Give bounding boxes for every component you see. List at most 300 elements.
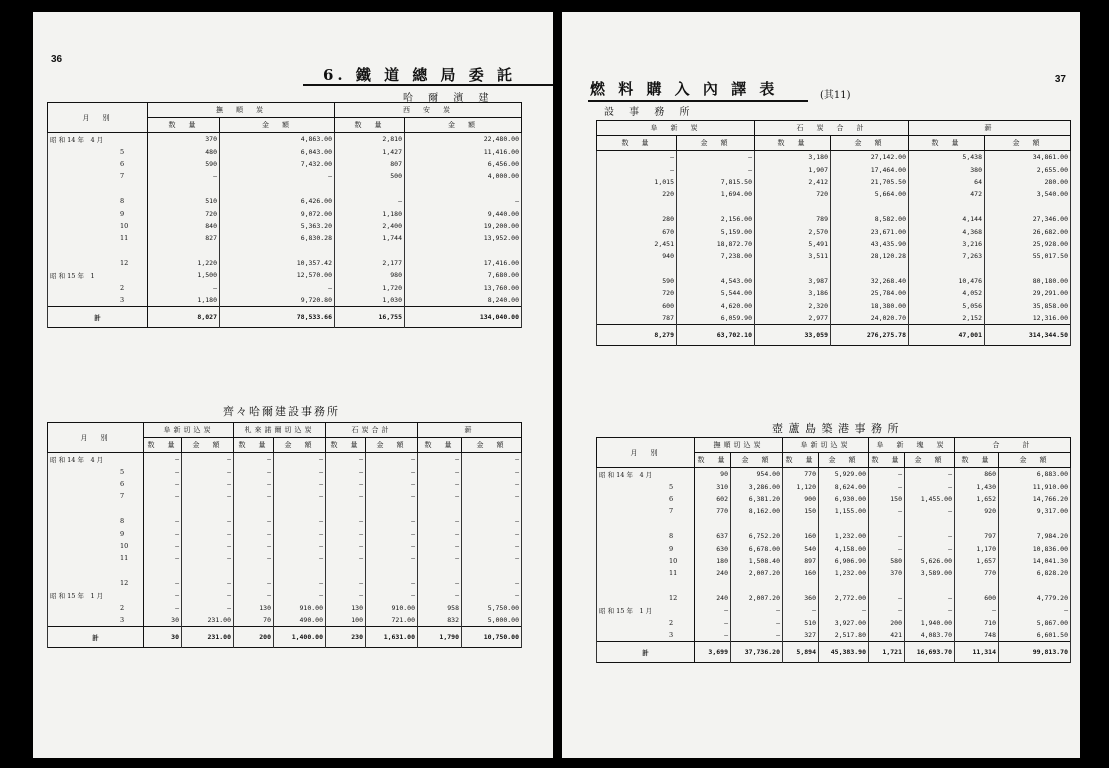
table-cell: 18,872.70 — [677, 238, 755, 250]
fuel-table-construction-office — [596, 120, 1071, 346]
table-cell — [999, 518, 1071, 530]
table-cell: — — [869, 542, 905, 554]
table-cell: — — [148, 282, 220, 294]
subheading-right: 設 事 務 所 — [604, 107, 696, 118]
table-cell: — — [869, 604, 905, 616]
table-cell — [731, 518, 783, 530]
row-label: 10 — [48, 540, 144, 552]
table-cell: 12,316.00 — [985, 312, 1071, 325]
table-cell: — — [366, 577, 418, 589]
header-firewood: 薪 — [909, 121, 1071, 136]
header-amount: 金 額 — [905, 453, 955, 468]
row-label: 12 — [597, 592, 695, 604]
table-cell — [366, 503, 418, 515]
total-cell: 30 — [144, 627, 182, 648]
table-cell: 3,511 — [755, 250, 831, 262]
header-quantity: 数 量 — [234, 438, 274, 453]
row-label — [48, 503, 144, 515]
section-title-qiqihar: 齊々哈爾建設事務所 — [223, 405, 340, 418]
table-cell: 4,863.00 — [220, 133, 335, 146]
table-cell: 748 — [955, 629, 999, 642]
table-row — [48, 577, 522, 589]
table-cell: 602 — [695, 493, 731, 505]
table-cell: — — [905, 505, 955, 517]
table-cell: — — [905, 480, 955, 492]
table-row — [597, 480, 1071, 492]
table-cell — [274, 503, 326, 515]
table-row — [597, 188, 1071, 200]
table-cell: — — [695, 629, 731, 642]
header-fushun-cut-coal: 撫順切込炭 — [695, 438, 783, 453]
table-cell: — — [462, 515, 522, 527]
table-cell: — — [274, 540, 326, 552]
table-cell: 17,416.00 — [405, 257, 522, 269]
table-cell: — — [366, 552, 418, 564]
table-cell: 6,828.20 — [999, 567, 1071, 579]
table-cell: — — [462, 490, 522, 502]
table-row — [597, 580, 1071, 592]
table-cell: 12,570.00 — [220, 269, 335, 281]
table-row — [48, 170, 522, 182]
total-cell: 10,750.00 — [462, 627, 522, 648]
total-row — [48, 307, 522, 328]
fuel-table-harbin — [47, 102, 522, 328]
table-cell: 789 — [755, 213, 831, 225]
table-cell: — — [326, 478, 366, 490]
row-label: 3 — [597, 629, 695, 642]
table-cell: 720 — [597, 287, 677, 299]
table-cell — [755, 263, 831, 275]
table-cell: 160 — [783, 567, 819, 579]
table-cell: 590 — [597, 275, 677, 287]
table-cell — [220, 245, 335, 257]
table-cell: 5,664.00 — [831, 188, 909, 200]
page-heading-left: 6. 鐵 道 總 局 委 託 — [323, 66, 516, 84]
table-cell: 897 — [783, 555, 819, 567]
table-row — [597, 312, 1071, 325]
header-quantity: 数 量 — [148, 118, 220, 133]
total-cell: 47,001 — [909, 325, 985, 346]
table-row — [48, 614, 522, 627]
table-cell: 1,030 — [335, 294, 405, 307]
header-amount: 金 額 — [831, 136, 909, 151]
table-cell: — — [462, 465, 522, 477]
table-cell: — — [144, 527, 182, 539]
header-amount: 金 額 — [985, 136, 1071, 151]
table-cell: 630 — [695, 542, 731, 554]
table-cell: — — [274, 589, 326, 601]
table-cell: 21,705.50 — [831, 176, 909, 188]
table-cell — [831, 263, 909, 275]
table-row — [48, 183, 522, 195]
table-cell: 720 — [148, 207, 220, 219]
table-cell: 10,836.00 — [999, 542, 1071, 554]
total-cell: 37,736.20 — [731, 642, 783, 663]
table-cell: 19,200.00 — [405, 220, 522, 232]
header-quantity: 数 量 — [869, 453, 905, 468]
table-cell: 4,543.00 — [677, 275, 755, 287]
table-cell: 637 — [695, 530, 731, 542]
table-cell: — — [182, 478, 234, 490]
table-row — [48, 133, 522, 146]
table-cell: 1,500 — [148, 269, 220, 281]
table-cell: 370 — [869, 567, 905, 579]
table-row — [48, 269, 522, 281]
header-quantity: 数 量 — [755, 136, 831, 151]
header-fushun-coal: 撫 順 炭 — [148, 103, 335, 118]
table-cell — [909, 263, 985, 275]
row-label: 7 — [597, 505, 695, 517]
total-cell: 1,790 — [418, 627, 462, 648]
table-cell: — — [182, 577, 234, 589]
row-label: 5 — [48, 465, 144, 477]
header-amount: 金 額 — [999, 453, 1071, 468]
table-cell — [597, 263, 677, 275]
table-cell: 4,158.00 — [819, 542, 869, 554]
total-cell: 134,040.00 — [405, 307, 522, 328]
table-row — [597, 542, 1071, 554]
table-cell: 8,624.00 — [819, 480, 869, 492]
table-cell: 2,320 — [755, 300, 831, 312]
row-label — [48, 245, 148, 257]
table-cell: 8,240.00 — [405, 294, 522, 307]
table-cell — [405, 245, 522, 257]
total-cell: 3,699 — [695, 642, 731, 663]
header-amount: 金 額 — [405, 118, 522, 133]
table-cell: 3,186 — [755, 287, 831, 299]
heading-rule — [303, 84, 553, 86]
table-cell: 64 — [909, 176, 985, 188]
header-fuxin-lump-coal: 阜 新 塊 炭 — [869, 438, 955, 453]
total-cell: 8,279 — [597, 325, 677, 346]
row-label: 昭 和 14 年 4 月 — [48, 133, 148, 146]
header-amount: 金 額 — [677, 136, 755, 151]
table-cell: 7,263 — [909, 250, 985, 262]
table-cell: — — [335, 195, 405, 207]
table-cell: 787 — [597, 312, 677, 325]
header-fuxin-coal: 阜 新 炭 — [597, 121, 755, 136]
table-cell: 17,464.00 — [831, 163, 909, 175]
row-label: 12 — [48, 257, 148, 269]
table-row — [48, 490, 522, 502]
table-cell: — — [182, 490, 234, 502]
table-cell: 2,977 — [755, 312, 831, 325]
table-cell: 100 — [326, 614, 366, 627]
table-cell — [731, 580, 783, 592]
header-quantity: 数 量 — [418, 438, 462, 453]
table-row — [597, 263, 1071, 275]
table-row — [597, 604, 1071, 616]
table-cell: 2,152 — [909, 312, 985, 325]
table-body — [597, 468, 1071, 663]
table-cell: 1,455.00 — [905, 493, 955, 505]
table-cell: 8,162.00 — [731, 505, 783, 517]
header-month: 月 別 — [597, 438, 695, 468]
table-cell: 2,570 — [755, 225, 831, 237]
table-cell: — — [462, 478, 522, 490]
table-cell: — — [905, 592, 955, 604]
table-cell: 797 — [955, 530, 999, 542]
table-cell: 940 — [597, 250, 677, 262]
table-row — [48, 245, 522, 257]
table-row — [597, 518, 1071, 530]
table-cell: 421 — [869, 629, 905, 642]
row-label: 11 — [48, 232, 148, 244]
table-cell: 27,142.00 — [831, 151, 909, 164]
table-cell: — — [905, 604, 955, 616]
table-cell: 240 — [695, 567, 731, 579]
header-coal-total: 石炭合計 — [326, 423, 418, 438]
table-cell: 9,440.00 — [405, 207, 522, 219]
total-label: 計 — [48, 627, 144, 648]
table-cell: — — [418, 478, 462, 490]
table-cell: 14,766.20 — [999, 493, 1071, 505]
table-cell: 18,380.00 — [831, 300, 909, 312]
table-cell: 180 — [695, 555, 731, 567]
table-cell: 29,291.00 — [985, 287, 1071, 299]
table-cell: 160 — [783, 530, 819, 542]
total-cell: 99,813.70 — [999, 642, 1071, 663]
table-cell: 327 — [783, 629, 819, 642]
table-cell: 231.00 — [182, 614, 234, 627]
table-cell: — — [326, 453, 366, 466]
table-cell: 1,940.00 — [905, 617, 955, 629]
table-cell — [220, 183, 335, 195]
header-month: 月 別 — [48, 103, 148, 133]
table-cell: 1,720 — [335, 282, 405, 294]
table-row — [48, 552, 522, 564]
header-zhalainuoer-cut-coal: 札來諾爾切込炭 — [234, 423, 326, 438]
table-row — [597, 287, 1071, 299]
table-row — [48, 145, 522, 157]
table-cell: 1,508.40 — [731, 555, 783, 567]
table-cell: 5,159.00 — [677, 225, 755, 237]
table-row — [48, 602, 522, 614]
table-cell: — — [418, 589, 462, 601]
table-cell: — — [905, 468, 955, 481]
table-cell: — — [783, 604, 819, 616]
table-cell: 1,180 — [148, 294, 220, 307]
table-row — [48, 207, 522, 219]
table-row — [597, 592, 1071, 604]
table-cell — [144, 503, 182, 515]
table-cell: 220 — [597, 188, 677, 200]
total-cell: 314,344.50 — [985, 325, 1071, 346]
table-row — [48, 220, 522, 232]
table-cell — [695, 518, 731, 530]
table-cell: 13,952.00 — [405, 232, 522, 244]
table-cell — [462, 503, 522, 515]
table-cell: 130 — [326, 602, 366, 614]
table-cell: — — [326, 465, 366, 477]
total-cell: 276,275.78 — [831, 325, 909, 346]
row-label: 昭 和 14 年 4 月 — [48, 453, 144, 466]
table-cell: — — [182, 527, 234, 539]
table-cell: — — [326, 527, 366, 539]
table-row — [597, 617, 1071, 629]
table-cell: 500 — [335, 170, 405, 182]
table-cell: 1,907 — [755, 163, 831, 175]
total-cell: 78,533.66 — [220, 307, 335, 328]
total-row — [597, 325, 1071, 346]
table-row — [597, 275, 1071, 287]
table-cell: — — [418, 490, 462, 502]
table-cell: — — [234, 490, 274, 502]
header-amount: 金 額 — [366, 438, 418, 453]
table-cell: — — [869, 468, 905, 481]
table-cell: — — [366, 465, 418, 477]
table-row — [597, 468, 1071, 481]
table-cell: 280 — [597, 213, 677, 225]
table-row — [48, 257, 522, 269]
table-cell: — — [326, 552, 366, 564]
table-row — [48, 478, 522, 490]
subheading-left: 哈 爾 濱 建 — [403, 93, 495, 104]
table-row — [48, 294, 522, 307]
table-cell: 35,858.00 — [985, 300, 1071, 312]
table-cell: — — [274, 465, 326, 477]
fuel-table-huludao — [596, 437, 1071, 663]
table-cell: 30 — [144, 614, 182, 627]
table-cell: — — [220, 282, 335, 294]
table-cell: 25,784.00 — [831, 287, 909, 299]
table-cell: 25,928.00 — [985, 238, 1071, 250]
table-cell: 3,540.00 — [985, 188, 1071, 200]
table-cell — [905, 580, 955, 592]
table-cell: 43,435.90 — [831, 238, 909, 250]
table-cell: — — [462, 552, 522, 564]
table-cell: — — [869, 592, 905, 604]
table-cell: — — [905, 530, 955, 542]
table-cell: — — [326, 515, 366, 527]
table-cell: 6,830.28 — [220, 232, 335, 244]
table-cell: 860 — [955, 468, 999, 481]
table-cell: 22,480.00 — [405, 133, 522, 146]
table-cell: 150 — [869, 493, 905, 505]
total-cell: 11,314 — [955, 642, 999, 663]
table-body — [48, 133, 522, 328]
total-cell: 33,059 — [755, 325, 831, 346]
row-label: 5 — [48, 145, 148, 157]
table-cell: 2,810 — [335, 133, 405, 146]
table-row — [597, 493, 1071, 505]
table-cell: — — [182, 552, 234, 564]
table-cell: 2,655.00 — [985, 163, 1071, 175]
table-cell: 4,779.20 — [999, 592, 1071, 604]
table-cell: — — [677, 151, 755, 164]
table-cell: 827 — [148, 232, 220, 244]
table-cell: 480 — [148, 145, 220, 157]
table-cell: 910.00 — [366, 602, 418, 614]
row-label: 11 — [48, 552, 144, 564]
row-label: 昭 和 15 年 1 月 — [597, 604, 695, 616]
table-cell: — — [144, 478, 182, 490]
table-cell — [955, 518, 999, 530]
table-cell: — — [182, 453, 234, 466]
header-quantity: 数 量 — [909, 136, 985, 151]
table-cell: — — [869, 480, 905, 492]
total-cell: 16,755 — [335, 307, 405, 328]
table-cell: — — [144, 552, 182, 564]
table-cell: 7,238.00 — [677, 250, 755, 262]
table-cell: 6,426.00 — [220, 195, 335, 207]
header-amount: 金 額 — [731, 453, 783, 468]
table-row — [597, 250, 1071, 262]
header-amount: 金 額 — [182, 438, 234, 453]
row-label: 6 — [597, 493, 695, 505]
table-cell — [335, 245, 405, 257]
table-cell: 5,544.00 — [677, 287, 755, 299]
heading-rule — [588, 100, 808, 102]
table-cell: 770 — [783, 468, 819, 481]
table-cell: 5,056 — [909, 300, 985, 312]
table-cell: 832 — [418, 614, 462, 627]
table-cell: 4,144 — [909, 213, 985, 225]
table-cell: — — [695, 617, 731, 629]
table-cell: 55,017.50 — [985, 250, 1071, 262]
row-label: 8 — [597, 530, 695, 542]
table-cell: — — [462, 453, 522, 466]
table-row — [597, 225, 1071, 237]
table-cell: 590 — [148, 158, 220, 170]
header-coal-total: 石 炭 合 計 — [755, 121, 909, 136]
total-label: 計 — [48, 307, 148, 328]
row-label: 3 — [48, 294, 148, 307]
fuel-table-qiqihar — [47, 422, 522, 648]
table-cell: — — [326, 540, 366, 552]
table-cell — [819, 580, 869, 592]
table-cell: — — [148, 170, 220, 182]
table-cell: 2,400 — [335, 220, 405, 232]
table-cell: — — [182, 465, 234, 477]
table-cell: 7,432.00 — [220, 158, 335, 170]
left-page — [33, 12, 553, 758]
total-cell: 63,702.10 — [677, 325, 755, 346]
table-cell: — — [731, 629, 783, 642]
header-amount: 金 額 — [462, 438, 522, 453]
row-label: 2 — [48, 602, 144, 614]
table-row — [48, 589, 522, 601]
table-cell: — — [182, 589, 234, 601]
table-cell: 1,430 — [955, 480, 999, 492]
table-cell: 3,286.00 — [731, 480, 783, 492]
table-cell — [234, 565, 274, 577]
table-cell: — — [418, 453, 462, 466]
row-label — [48, 183, 148, 195]
row-label: 9 — [597, 542, 695, 554]
table-cell: 7,680.00 — [405, 269, 522, 281]
table-cell — [234, 503, 274, 515]
table-cell: — — [144, 515, 182, 527]
header-firewood: 薪 — [418, 423, 522, 438]
table-cell — [335, 183, 405, 195]
table-cell: 1,232.00 — [819, 530, 869, 542]
table-cell: — — [869, 530, 905, 542]
table-cell: 6,678.00 — [731, 542, 783, 554]
header-quantity: 数 量 — [335, 118, 405, 133]
table-cell: 472 — [909, 188, 985, 200]
row-label: 10 — [48, 220, 148, 232]
table-cell: 310 — [695, 480, 731, 492]
table-cell: — — [326, 577, 366, 589]
table-row — [48, 503, 522, 515]
table-cell: 840 — [148, 220, 220, 232]
table-cell: 4,620.00 — [677, 300, 755, 312]
table-cell — [144, 565, 182, 577]
table-cell: 710 — [955, 617, 999, 629]
table-cell: — — [418, 465, 462, 477]
table-cell: 1,652 — [955, 493, 999, 505]
